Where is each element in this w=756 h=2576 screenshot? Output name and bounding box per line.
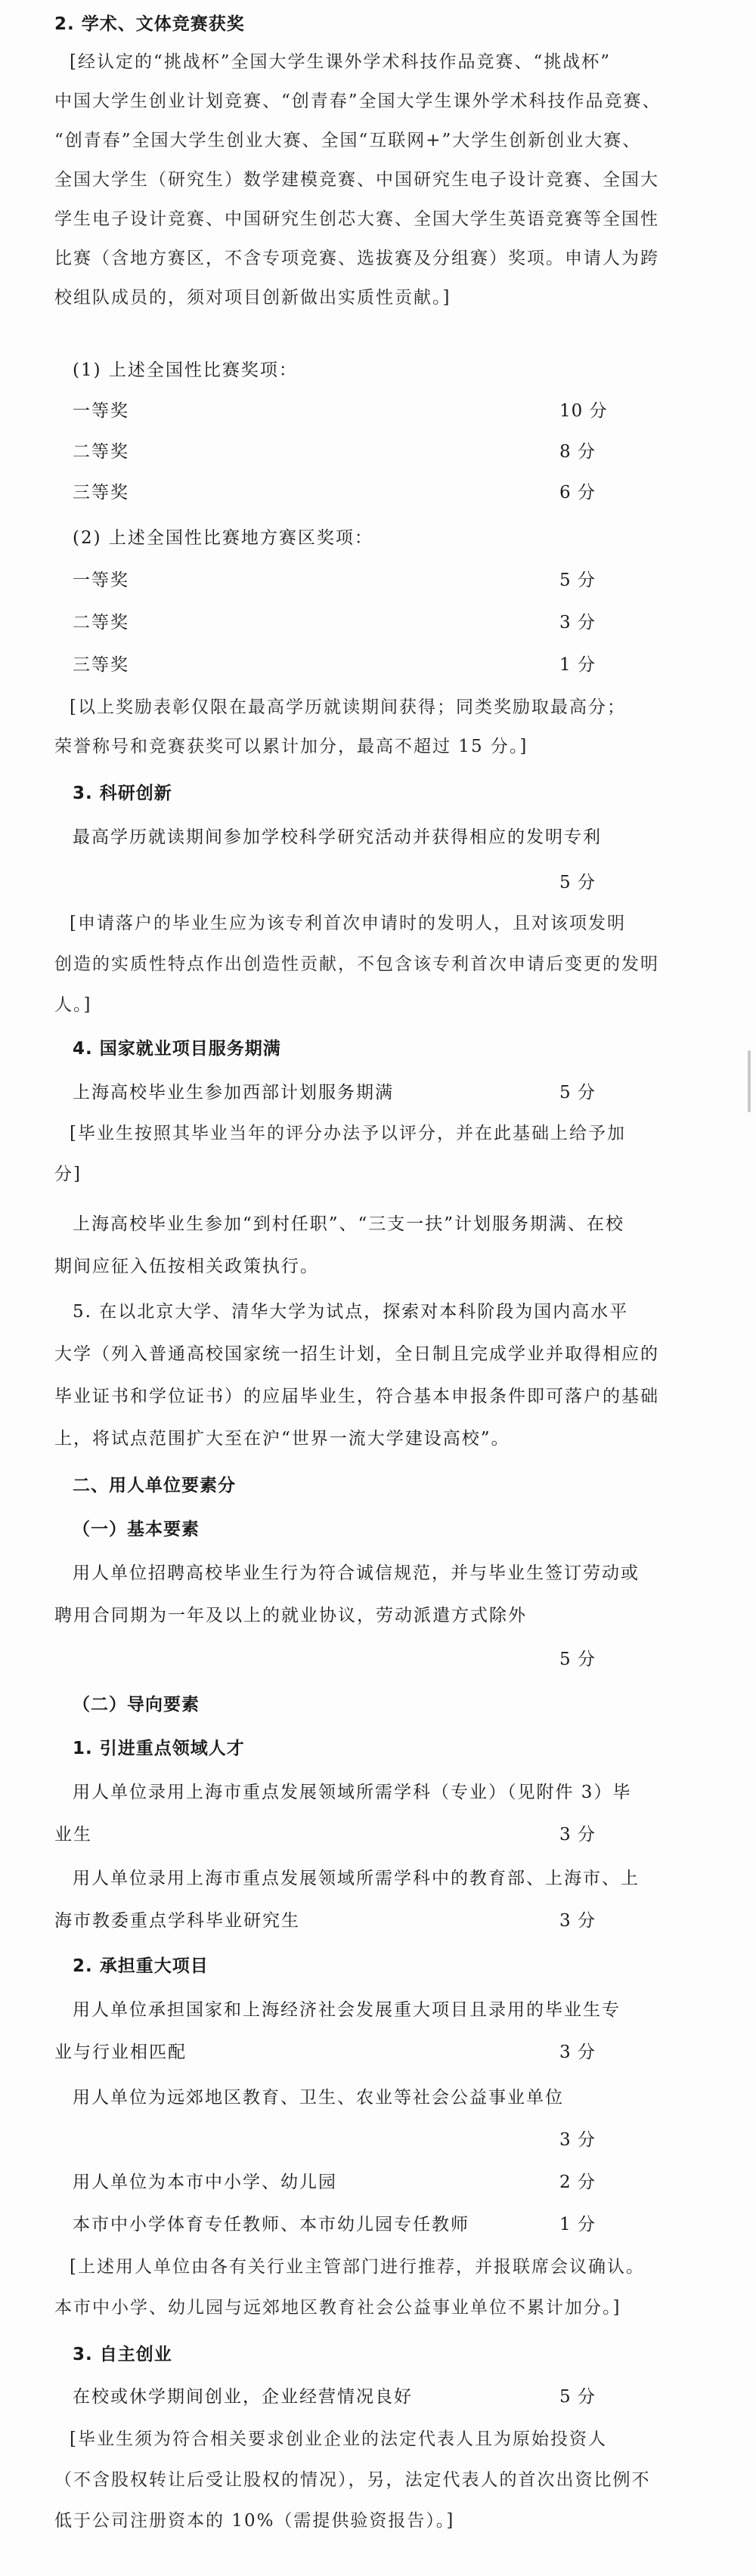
award-heading: 2. 学术、文体竞赛获奖 xyxy=(54,14,245,34)
basic-factors-score: 5 分 xyxy=(559,1650,596,1669)
service-paragraph-line: 期间应征入伍按相关政策执行。 xyxy=(54,1257,319,1276)
regional-third-prize-score: 1 分 xyxy=(559,655,596,675)
startup-note-line: （不含股权转让后受让股权的情况），另，法定代表人的首次出资比例不 xyxy=(54,2470,651,2490)
guide-factors-heading: （二）导向要素 xyxy=(73,1695,200,1715)
service-score: 5 分 xyxy=(559,1083,596,1102)
projects-item-score: 2 分 xyxy=(559,2172,596,2192)
projects-item-score: 3 分 xyxy=(559,2130,596,2150)
service-paragraph-line: 上海高校毕业生参加“到村任职”、“三支一扶”计划服务期满、在校 xyxy=(73,1214,625,1234)
research-note-line: 人。] xyxy=(54,995,92,1015)
award-note-line: 校组队成员的，须对项目创新做出实质性贡献。] xyxy=(54,288,451,308)
national-first-prize-score: 10 分 xyxy=(559,401,608,421)
regional-second-prize-score: 3 分 xyxy=(559,613,596,632)
pilot-paragraph-line: 大学（列入普通高校国家统一招生计划，全日制且完成学业并取得相应的 xyxy=(54,1344,659,1364)
award-note-line: 全国大学生（研究生）数学建模竞赛、中国研究生电子设计竞赛、全国大 xyxy=(54,170,659,190)
award-note-line: 中国大学生创业计划竞赛、“创青春”全国大学生课外学术科技作品竞赛、 xyxy=(54,91,662,111)
regional-awards-title: (2) 上述全国性比赛地方赛区奖项： xyxy=(73,528,373,548)
talent-item-line: 用人单位录用上海市重点发展领域所需学科中的教育部、上海市、上 xyxy=(73,1869,640,1888)
talent-item-score: 3 分 xyxy=(559,1825,596,1845)
regional-third-prize-label: 三等奖 xyxy=(73,655,129,675)
projects-note-line: [上述用人单位由各有关行业主管部门进行推荐，并报联席会议确认。 xyxy=(70,2257,645,2277)
basic-factors-line: 用人单位招聘高校毕业生行为符合诚信规范，并与毕业生签订劳动或 xyxy=(73,1563,640,1583)
award-limit-note-line: [以上奖励表彰仅限在最高学历就读期间获得；同类奖励取最高分； xyxy=(70,697,626,717)
scrollbar-thumb[interactable] xyxy=(748,1050,751,1112)
regional-second-prize-label: 二等奖 xyxy=(73,613,129,632)
research-heading: 3. 科研创新 xyxy=(73,784,172,803)
projects-item-line: 本市中小学体育专任教师、本市幼儿园专任教师 xyxy=(73,2215,469,2234)
pilot-paragraph-line: 毕业证书和学位证书）的应届毕业生，符合基本申报条件即可落户的基础 xyxy=(54,1387,659,1406)
projects-item-line: 业与行业相匹配 xyxy=(54,2043,187,2062)
talent-item-line: 海市教委重点学科毕业研究生 xyxy=(54,1911,300,1931)
research-score: 5 分 xyxy=(559,873,596,892)
research-line: 最高学历就读期间参加学校科学研究活动并获得相应的发明专利 xyxy=(73,827,602,847)
startup-heading: 3. 自主创业 xyxy=(73,2345,172,2364)
national-awards-title: (1) 上述全国性比赛奖项： xyxy=(73,360,298,380)
basic-factors-heading: （一）基本要素 xyxy=(73,1520,200,1539)
talent-item-score: 3 分 xyxy=(559,1911,596,1931)
award-limit-note-line: 荣誉称号和竞赛获奖可以累计加分，最高不超过 15 分。] xyxy=(54,737,528,756)
startup-note-line: 低于公司注册资本的 10%（需提供验资报告）。] xyxy=(54,2511,455,2531)
research-note-line: 创造的实质性特点作出创造性贡献，不包含该专利首次申请后变更的发明 xyxy=(54,954,659,974)
projects-item-line: 用人单位承担国家和上海经济社会发展重大项目且录用的毕业生专 xyxy=(73,2000,621,2020)
startup-score: 5 分 xyxy=(559,2387,596,2407)
service-heading: 4. 国家就业项目服务期满 xyxy=(73,1039,281,1059)
award-note-line: 学生电子设计竞赛、中国研究生创芯大赛、全国大学生英语竞赛等全国性 xyxy=(54,209,659,229)
startup-note-line: [毕业生须为符合相关要求创业企业的法定代表人且为原始投资人 xyxy=(70,2429,607,2449)
projects-heading: 2. 承担重大项目 xyxy=(73,1956,209,1976)
service-note-line: [毕业生按照其毕业当年的评分办法予以评分，并在此基础上给予加 xyxy=(70,1124,626,1143)
national-first-prize-label: 一等奖 xyxy=(73,401,129,421)
award-note-line: [经认定的“挑战杯”全国大学生课外学术科技作品竞赛、“挑战杯” xyxy=(70,52,612,72)
award-note-line: “创青春”全国大学生创业大赛、全国“互联网+”大学生创新创业大赛、 xyxy=(54,131,642,150)
national-second-prize-label: 二等奖 xyxy=(73,442,129,462)
projects-item-score: 3 分 xyxy=(559,2043,596,2062)
projects-item-score: 1 分 xyxy=(559,2215,596,2234)
startup-line: 在校或休学期间创业，企业经营情况良好 xyxy=(73,2387,413,2407)
talent-heading: 1. 引进重点领域人才 xyxy=(73,1739,245,1758)
regional-first-prize-label: 一等奖 xyxy=(73,571,129,590)
projects-item-line: 用人单位为远郊地区教育、卫生、农业等社会公益事业单位 xyxy=(73,2088,564,2107)
research-note-line: [申请落户的毕业生应为该专利首次申请时的发明人，且对该项发明 xyxy=(70,914,626,933)
pilot-paragraph-line: 5. 在以北京大学、清华大学为试点，探索对本科阶段为国内高水平 xyxy=(73,1302,629,1322)
service-line: 上海高校毕业生参加西部计划服务期满 xyxy=(73,1083,394,1102)
talent-item-line: 业生 xyxy=(54,1825,92,1845)
projects-note-line: 本市中小学、幼儿园与远郊地区教育社会公益事业单位不累计加分。] xyxy=(54,2298,621,2318)
national-third-prize-score: 6 分 xyxy=(559,483,596,503)
service-note-line: 分] xyxy=(54,1164,82,1184)
employer-heading: 二、用人单位要素分 xyxy=(73,1476,236,1495)
projects-item-line: 用人单位为本市中小学、幼儿园 xyxy=(73,2172,337,2192)
national-third-prize-label: 三等奖 xyxy=(73,483,129,503)
pilot-paragraph-line: 上，将试点范围扩大至在沪“世界一流大学建设高校”。 xyxy=(54,1429,510,1449)
award-note-line: 比赛（含地方赛区，不含专项竞赛、选拔赛及分组赛）奖项。申请人为跨 xyxy=(54,249,659,268)
basic-factors-line: 聘用合同期为一年及以上的就业协议，劳动派遣方式除外 xyxy=(54,1606,527,1625)
national-second-prize-score: 8 分 xyxy=(559,442,596,462)
talent-item-line: 用人单位录用上海市重点发展领域所需学科（专业）（见附件 3）毕 xyxy=(73,1783,632,1802)
regional-first-prize-score: 5 分 xyxy=(559,571,596,590)
